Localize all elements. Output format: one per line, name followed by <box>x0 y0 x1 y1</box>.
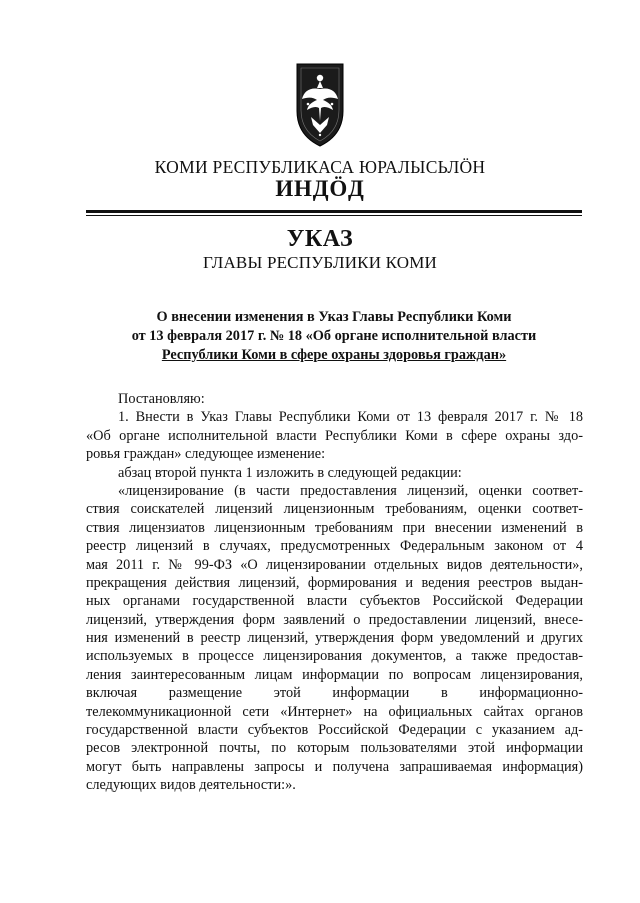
body-line: телекоммуникационной сети «Интернет» на официальных сайтах органов <box>86 703 583 720</box>
body-line: могут быть направлены запросы и получена запрашиваемая информация) <box>86 758 583 775</box>
body-line: государственной власти субъектов Российской Федерации с указанием ад- <box>86 722 583 739</box>
header-rule-thick <box>86 210 582 213</box>
document-type-komi: ИНДӦД <box>275 176 365 201</box>
body-line: Постановляю: <box>118 391 205 407</box>
issuer: ГЛАВЫ РЕСПУБЛИКИ КОМИ <box>202 253 438 272</box>
body-line: реестр лицензий в случаях, предусмотренных Федеральным законом от 4 <box>86 538 583 555</box>
body-line: 1. Внести в Указ Главы Республики Коми от 13 февраля 2017 г. № 18 <box>118 409 583 426</box>
document-type: УКАЗ <box>286 226 354 252</box>
body-line: ствия соискателей лицензий лицензионным требованиям, оценки соответ- <box>86 501 583 518</box>
body-line: включая размещение этой информации в информационно- <box>86 685 583 702</box>
body-line: используемых в процессе лицензирования документов, а также предостав- <box>86 648 583 665</box>
body-line: «лицензирование (в части предоставления лицензий, оценки соответ- <box>118 482 583 499</box>
body-line: следующих видов деятельности:». <box>86 777 296 794</box>
body-line: абзац второй пункта 1 изложить в следующей редакции: <box>118 464 462 481</box>
body-line: ления заинтересованным лицам информации по вопросам лицензирования, <box>86 666 583 683</box>
body-line: мая 2011 г. № 99-ФЗ «О лицензировании отдельных видов деятельности», <box>86 556 583 573</box>
body-line: ресов электронной почты, по которым пользователями этой информации <box>86 740 583 757</box>
body-line: «Об органе исполнительной власти Республики Коми в сфере охраны здо- <box>86 427 583 444</box>
subject-line: от 13 февраля 2017 г. № 18 «Об органе исполнительной власти <box>131 328 537 344</box>
header-rule-thin <box>86 215 582 216</box>
body-line: ствия лицензиатов лицензионным требованиям при внесении изменений в <box>86 519 583 536</box>
body-line: ных органами государственной власти субъектов Российской Федерации <box>86 593 583 610</box>
body-line: ния изменений в реестр лицензий, утверждения форм уведомлений и других <box>86 630 583 647</box>
body-line: лицензий, утверждения форм заявлений о предоставлении лицензий, внесе- <box>86 611 583 628</box>
subject-line: О внесении изменения в Указ Главы Республики Коми <box>156 309 512 325</box>
body-line: ровья граждан» следующее изменение: <box>86 446 326 463</box>
coat-of-arms-icon <box>296 63 344 147</box>
decree-subject <box>60 308 608 365</box>
decree-body <box>86 390 583 795</box>
body-line: прекращения действия лицензий, формирования и ведения реестров выдан- <box>86 574 583 591</box>
subject-line: Республики Коми в сфере охраны здоровья граждан» <box>161 347 507 363</box>
republic-name-komi: КОМИ РЕСПУБЛИКАСА ЮРАЛЫСЬЛӦН <box>154 157 486 177</box>
